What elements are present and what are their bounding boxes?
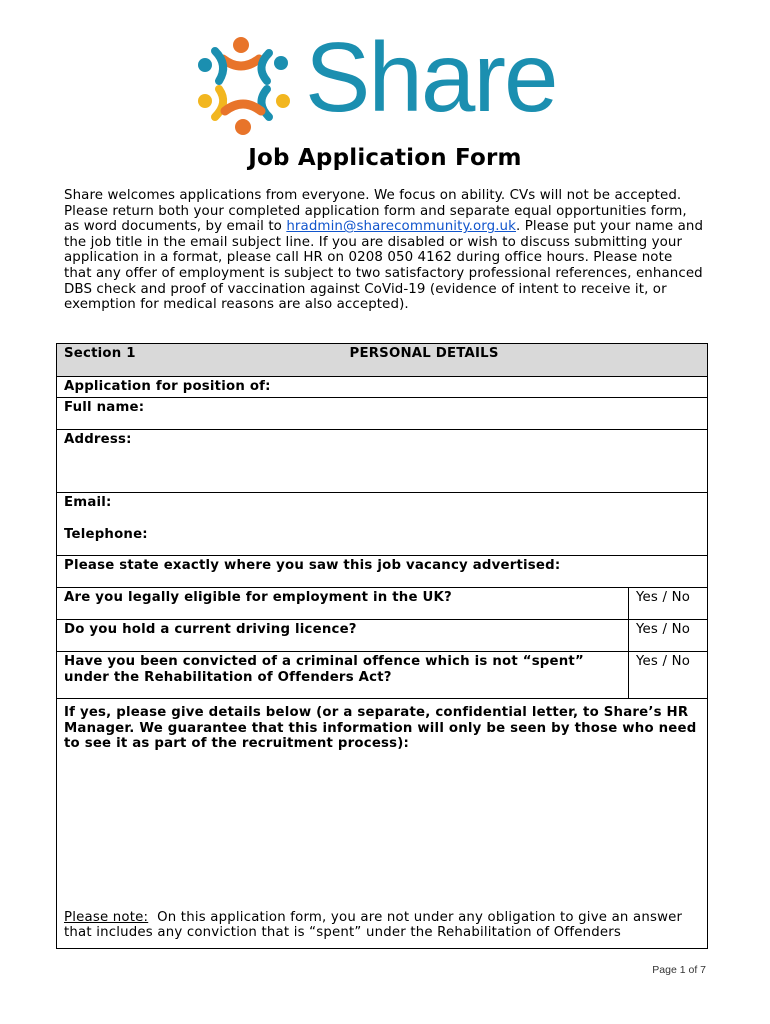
logo-people-icon (193, 33, 303, 138)
answer-conviction[interactable]: Yes / No (629, 652, 708, 699)
section-number: Section 1 (57, 344, 343, 377)
question-eligibility: Are you legally eligible for employment in the UK? (57, 588, 629, 620)
telephone-label: Telephone: (64, 526, 148, 542)
question-row (57, 652, 708, 699)
contact-field[interactable] (57, 493, 708, 556)
full-name-field[interactable]: Full name: (57, 398, 708, 430)
conviction-details-field[interactable] (57, 699, 708, 949)
logo-wordmark: Share (305, 22, 557, 132)
spent-conviction-note (64, 910, 700, 941)
question-row (57, 588, 708, 620)
page-number: Page 1 of 7 (652, 964, 706, 976)
personal-details-table (56, 343, 708, 949)
section-heading: PERSONAL DETAILS (343, 344, 708, 377)
vacancy-source-field[interactable]: Please state exactly where you saw this job vacancy advertised: (57, 556, 708, 588)
note-text: On this application form, you are not under any obligation to give an answer that includes any conviction that is “spent” under the Rehabilitation of Offenders (64, 909, 687, 941)
details-prompt: If yes, please give details below (or a separate, confidential letter, to Share’s HR Manager. We guarantee that this information will only be seen by those who need to see it as part of the recruitment process): (64, 705, 697, 752)
position-field[interactable]: Application for position of: (57, 377, 708, 398)
intro-paragraph (64, 188, 704, 313)
note-label: Please note: (64, 909, 149, 925)
page-title: Job Application Form (248, 145, 522, 171)
section-header-row (57, 344, 708, 377)
address-field[interactable]: Address: (57, 430, 708, 493)
answer-driving-licence[interactable]: Yes / No (629, 620, 708, 652)
question-driving-licence: Do you hold a current driving licence? (57, 620, 629, 652)
question-row (57, 620, 708, 652)
answer-eligibility[interactable]: Yes / No (629, 588, 708, 620)
question-conviction: Have you been convicted of a criminal offence which is not “spent” under the Rehabilitation of Offenders Act? (57, 652, 629, 699)
intro-text-end: . Please put your name and the job title in the email subject line. If you are disabled or wish to discuss submitting your application in a format, please call HR on 0208 050 4162 during office hours. Please note that any offer of employment is subject to two satisfactory professional references, enhanced DBS check and proof of vaccination against CoVid-19 (evidence of intent to receive it, or exemption for medical reasons are also accepted). (64, 219, 704, 313)
intro-text-start: Share welcomes applications from everyone. We focus on ability. CVs will not be accepted. Please return both your completed application form and separate equal opportunities form, as word documents, by email to (64, 188, 687, 235)
email-label: Email: (64, 495, 112, 510)
hr-email-link[interactable]: hradmin@sharecommunity.org.uk (286, 219, 517, 235)
